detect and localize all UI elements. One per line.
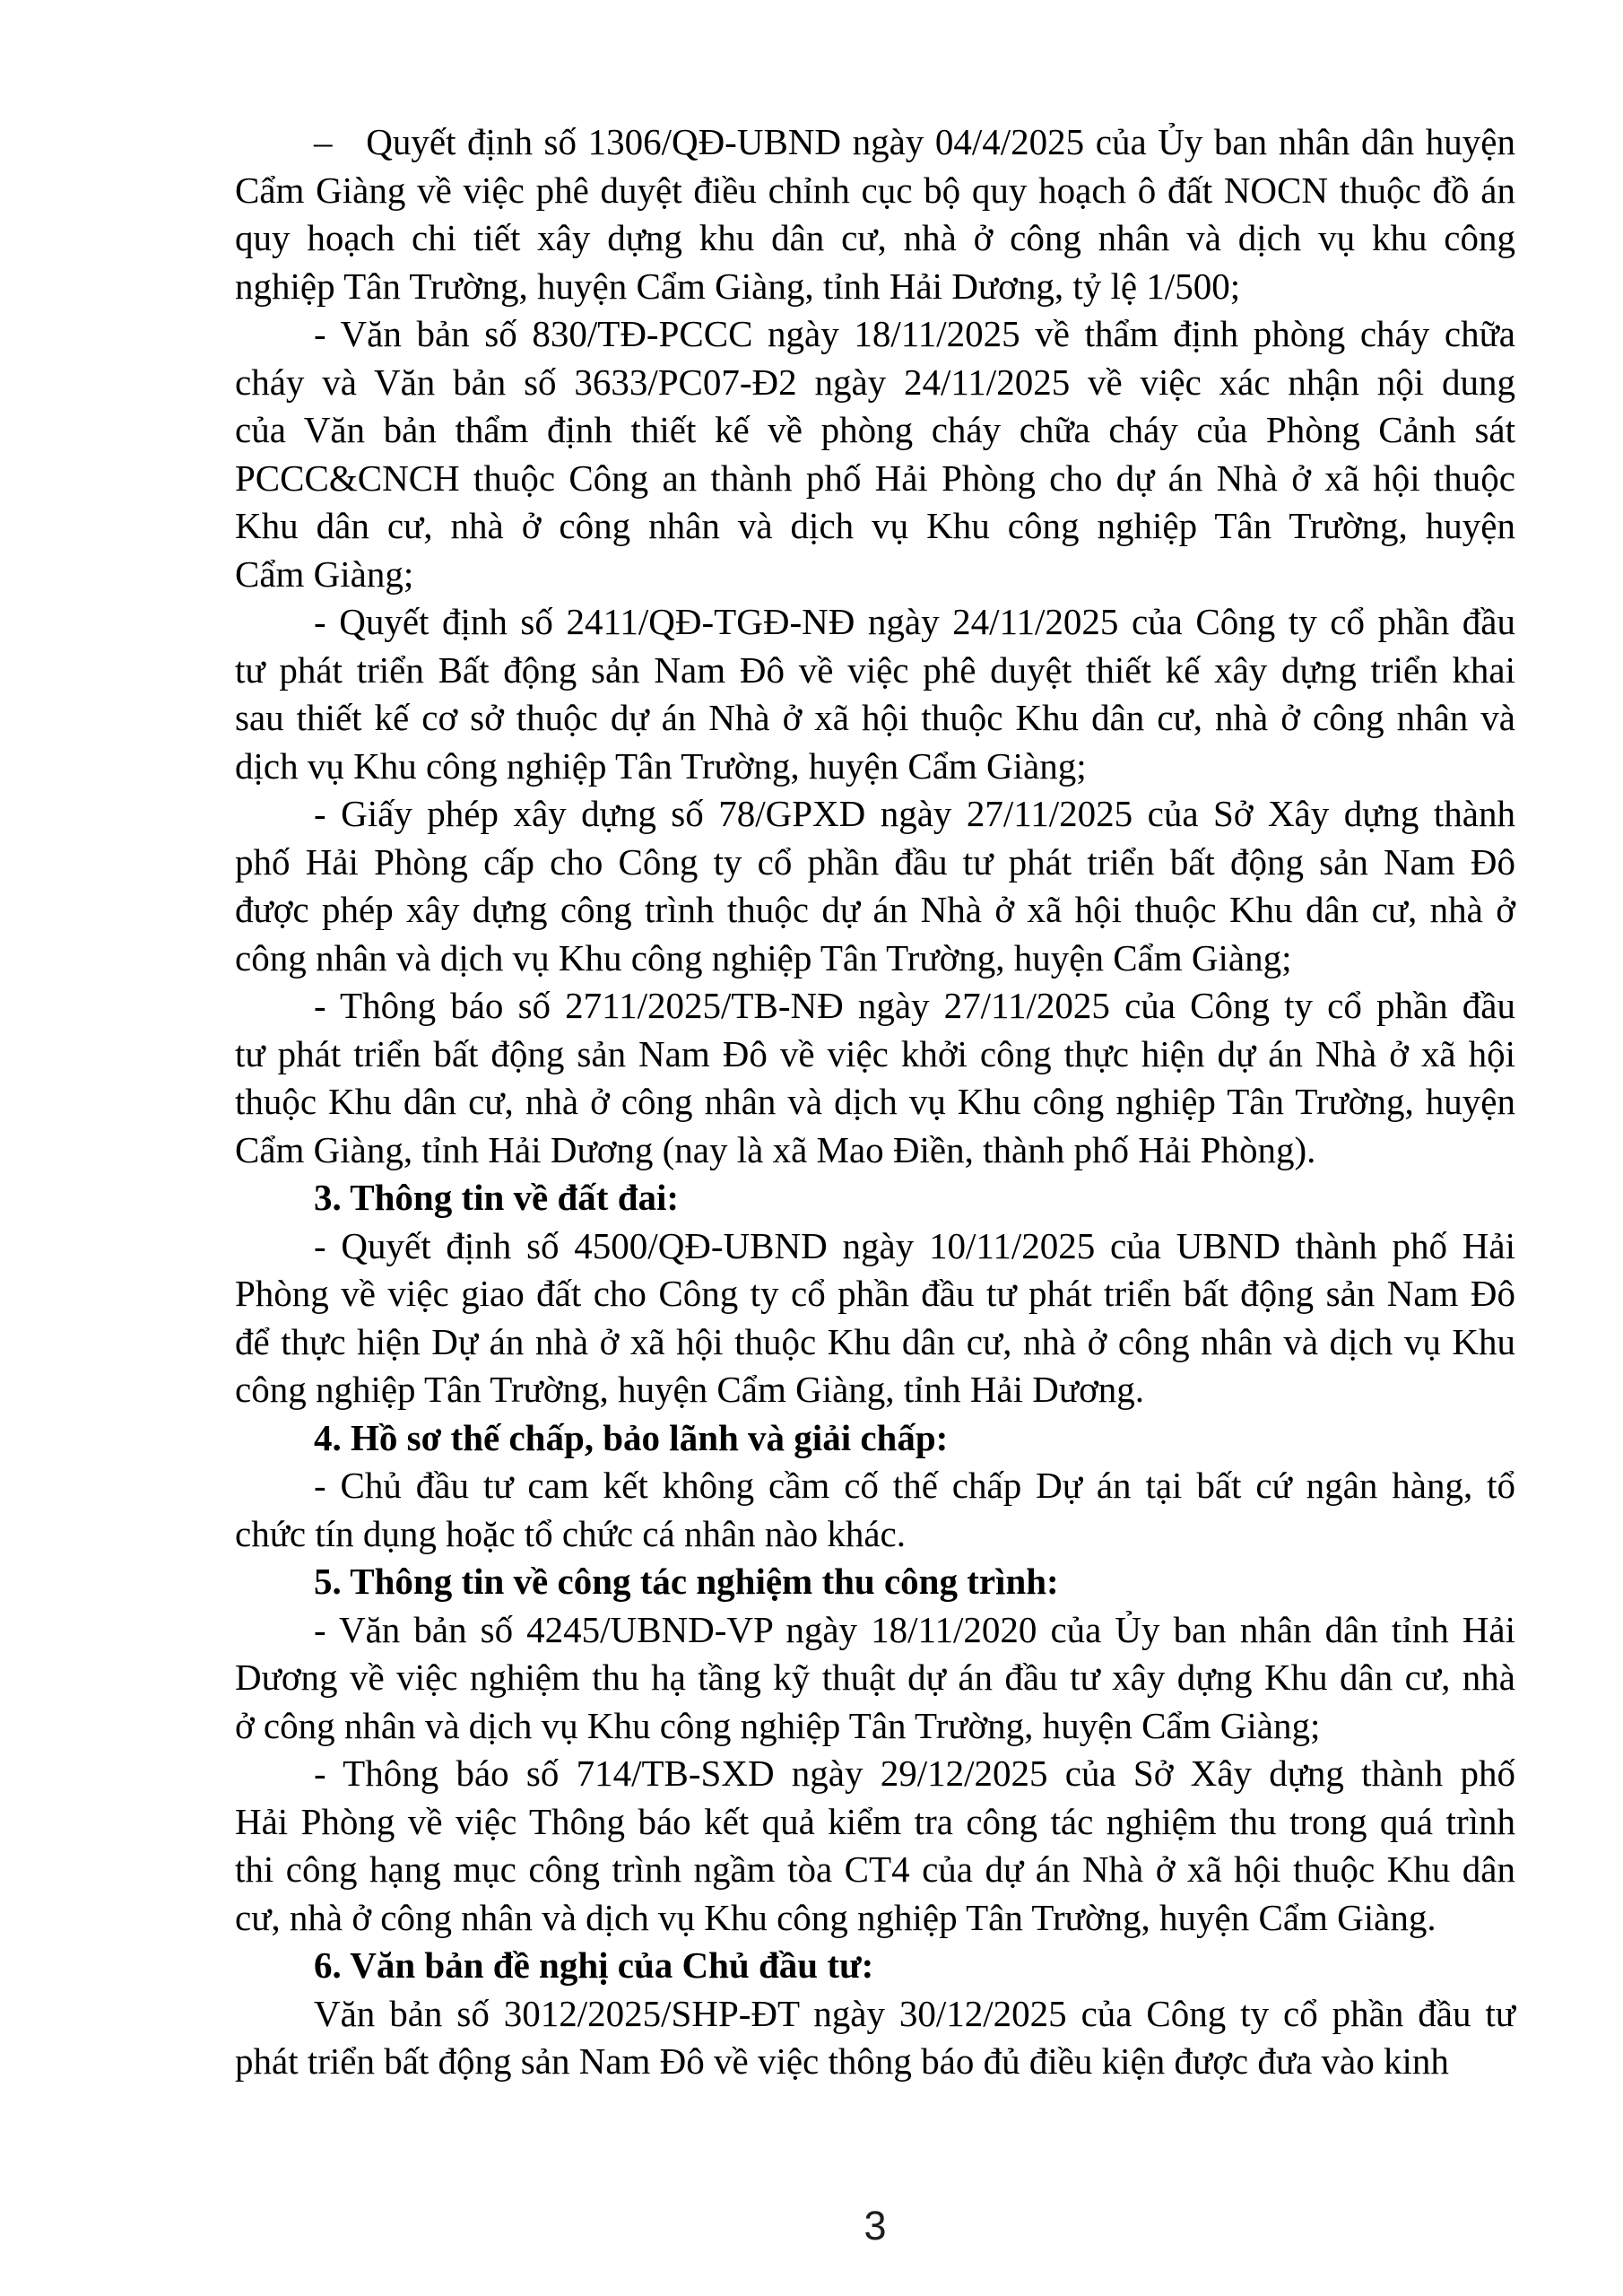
text-line: nghiệp Tân Trường, huyện Cẩm Giàng, tỉnh Hải Dương, tỷ lệ 1/500; [235, 265, 1241, 307]
text-line: dịch vụ Khu công nghiệp Tân Trường, huyện Cẩm Giàng; [235, 744, 1087, 787]
paragraph [235, 118, 1515, 310]
text-line: quy hoạch chi tiết xây dựng khu dân cư, nhà ở công nhân và dịch vụ khu công [235, 217, 1515, 258]
text-line: Dương về việc nghiệm thu hạ tầng kỹ thuật dự án đầu tư xây dựng Khu dân cư, nhà [235, 1657, 1515, 1698]
text-line: công nghiệp Tân Trường, huyện Cẩm Giàng, tỉnh Hải Dương. [235, 1369, 1145, 1410]
paragraph [235, 310, 1515, 598]
text-line: - Văn bản số 4245/UBND-VP ngày 18/11/2020 của Ủy ban nhân dân tỉnh Hải [314, 1608, 1515, 1650]
text-line: - Văn bản số 830/TĐ-PCCC ngày 18/11/2025 về thẩm định phòng cháy chữa [314, 313, 1515, 354]
text-line: - Thông báo số 714/TB-SXD ngày 29/12/2025 của Sở Xây dựng thành phố [314, 1752, 1515, 1794]
text-line: của Văn bản thẩm định thiết kế về phòng cháy chữa cháy của Phòng Cảnh sát [235, 409, 1515, 450]
text-line: ở công nhân và dịch vụ Khu công nghiệp Tân Trường, huyện Cẩm Giàng; [235, 1704, 1321, 1746]
paragraph [235, 790, 1515, 982]
text-line: – Quyết định số 1306/QĐ-UBND ngày 04/4/2025 của Ủy ban nhân dân huyện [314, 121, 1515, 162]
paragraph [235, 1990, 1515, 2086]
text-line: chức tín dụng hoặc tổ chức cá nhân nào khác. [235, 1512, 906, 1554]
text-line: cư, nhà ở công nhân và dịch vụ Khu công nghiệp Tân Trường, huyện Cẩm Giàng. [235, 1896, 1436, 1938]
paragraph [235, 1750, 1515, 1942]
text-line: tư phát triển Bất động sản Nam Đô về việc phê duyệt thiết kế xây dựng triển khai [235, 648, 1515, 691]
text-line: Khu dân cư, nhà ở công nhân và dịch vụ Khu công nghiệp Tân Trường, huyện [235, 505, 1515, 546]
text-line: PCCC&CNCH thuộc Công an thành phố Hải Phòng cho dự án Nhà ở xã hội thuộc [235, 457, 1515, 499]
paragraph [235, 598, 1515, 790]
text-line: được phép xây dựng công trình thuộc dự án Nhà ở xã hội thuộc Khu dân cư, nhà ở [235, 889, 1515, 930]
text-line: - Giấy phép xây dựng số 78/GPXD ngày 27/11/2025 của Sở Xây dựng thành [314, 793, 1515, 834]
text-line: Văn bản số 3012/2025/SHP-ĐT ngày 30/12/2025 của Công ty cổ phần đầu tư [314, 1992, 1515, 2034]
text-line: - Quyết định số 2411/QĐ-TGĐ-NĐ ngày 24/11/2025 của Công ty cổ phần đầu [314, 601, 1515, 642]
document-body [235, 118, 1515, 2086]
text-line: phố Hải Phòng cấp cho Công ty cổ phần đầu tư phát triển bất động sản Nam Đô [235, 840, 1515, 883]
paragraph [235, 982, 1515, 1174]
text-line: tư phát triển bất động sản Nam Đô về việc khởi công thực hiện dự án Nhà ở xã hội [235, 1032, 1515, 1074]
text-line: cháy và Văn bản số 3633/PC07-Đ2 ngày 24/11/2025 về việc xác nhận nội dung [235, 361, 1515, 403]
text-line: thuộc Khu dân cư, nhà ở công nhân và dịch vụ Khu công nghiệp Tân Trường, huyện [235, 1081, 1515, 1122]
text-line: công nhân và dịch vụ Khu công nghiệp Tân Trường, huyện Cẩm Giàng; [235, 936, 1292, 978]
text-line: Cẩm Giàng; [235, 552, 414, 595]
text-line: - Chủ đầu tư cam kết không cầm cố thế chấp Dự án tại bất cứ ngân hàng, tổ [314, 1465, 1515, 1506]
text-line: Hải Phòng về việc Thông báo kết quả kiểm tra công tác nghiệm thu trong quá trình [235, 1800, 1515, 1842]
paragraph [235, 1462, 1515, 1558]
paragraph [235, 1606, 1515, 1751]
text-line: sau thiết kế cơ sở thuộc dự án Nhà ở xã hội thuộc Khu dân cư, nhà ở công nhân và [235, 697, 1515, 738]
section-heading-6: 6. Văn bản đề nghị của Chủ đầu tư: [314, 1944, 874, 1986]
text-line: Cẩm Giàng về việc phê duyệt điều chỉnh cục bộ quy hoạch ô đất NOCN thuộc đồ án [235, 169, 1515, 211]
text-line: - Quyết định số 4500/QĐ-UBND ngày 10/11/2025 của UBND thành phố Hải [314, 1224, 1515, 1266]
page-number: 3 [864, 2203, 887, 2248]
text-line: thi công hạng mục công trình ngầm tòa CT4 của dự án Nhà ở xã hội thuộc Khu dân [235, 1848, 1515, 1890]
text-line: Phòng về việc giao đất cho Công ty cổ phần đầu tư phát triển bất động sản Nam Đô [235, 1273, 1515, 1314]
section-heading-3: 3. Thông tin về đất đai: [314, 1177, 680, 1218]
text-line: phát triển bất động sản Nam Đô về việc thông báo đủ điều kiện được đưa vào kinh [235, 2040, 1449, 2082]
text-line: - Thông báo số 2711/2025/TB-NĐ ngày 27/11/2025 của Công ty cổ phần đầu [314, 985, 1515, 1026]
paragraph [235, 1222, 1515, 1414]
text-line: để thực hiện Dự án nhà ở xã hội thuộc Khu dân cư, nhà ở công nhân và dịch vụ Khu [235, 1320, 1515, 1362]
text-line: Cẩm Giàng, tỉnh Hải Dương (nay là xã Mao Điền, thành phố Hải Phòng). [235, 1128, 1316, 1170]
section-heading-4: 4. Hồ sơ thế chấp, bảo lãnh và giải chấp: [314, 1416, 949, 1458]
section-heading-5: 5. Thông tin về công tác nghiệm thu công trình: [314, 1561, 1059, 1602]
